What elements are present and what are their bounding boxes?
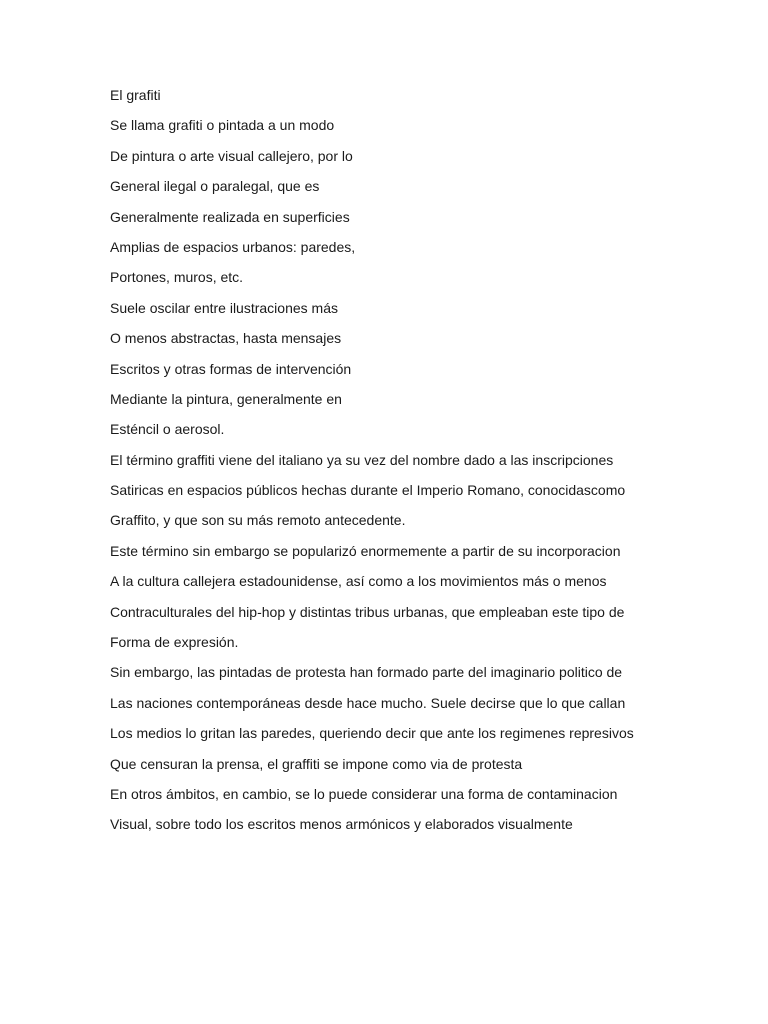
paragraph: General ilegal o paralegal, que es xyxy=(110,178,320,195)
paragraph: A la cultura callejera estadounidense, así como a los movimientos más o menos xyxy=(110,573,607,590)
paragraph: Visual, sobre todo los escritos menos armónicos y elaborados visualmente xyxy=(110,816,573,833)
paragraph: El término graffiti viene del italiano ya su vez del nombre dado a las inscripciones xyxy=(110,451,614,468)
paragraph: O menos abstractas, hasta mensajes xyxy=(110,330,342,347)
paragraph: Se llama grafiti o pintada a un modo xyxy=(110,117,335,134)
paragraph: Las naciones contemporáneas desde hace mucho. Suele decirse que lo que callan xyxy=(110,694,626,711)
paragraph: De pintura o arte visual callejero, por lo xyxy=(110,147,353,164)
paragraph: Suele oscilar entre ilustraciones más xyxy=(110,299,338,316)
paragraph: Portones, muros, etc. xyxy=(110,269,244,286)
document-title: El grafiti xyxy=(110,87,161,103)
paragraph: Los medios lo gritan las paredes, queriendo decir que ante los regimenes represivos xyxy=(110,725,634,742)
paragraph: En otros ámbitos, en cambio, se lo puede considerar una forma de contaminacion xyxy=(110,785,618,802)
paragraph: Mediante la pintura, generalmente en xyxy=(110,390,342,407)
paragraph: Escritos y otras formas de intervención xyxy=(110,360,352,377)
paragraph: Amplias de espacios urbanos: paredes, xyxy=(110,238,356,255)
paragraph: Contraculturales del hip-hop y distintas tribus urbanas, que empleaban este tipo de xyxy=(110,603,625,620)
paragraph: Que censuran la prensa, el graffiti se impone como via de protesta xyxy=(110,755,523,772)
paragraph: Satiricas en espacios públicos hechas durante el Imperio Romano, conocidascomo xyxy=(110,482,626,499)
paragraph: Forma de expresión. xyxy=(110,634,239,651)
paragraph: Este término sin embargo se popularizó enormemente a partir de su incorporacion xyxy=(110,542,621,559)
paragraph: Generalmente realizada en superficies xyxy=(110,208,350,225)
paragraph: Graffito, y que son su más remoto antecedente. xyxy=(110,512,406,529)
document-body xyxy=(110,85,662,845)
paragraph: Esténcil o aerosol. xyxy=(110,421,225,438)
paragraph: Sin embargo, las pintadas de protesta han formado parte del imaginario politico de xyxy=(110,664,623,681)
